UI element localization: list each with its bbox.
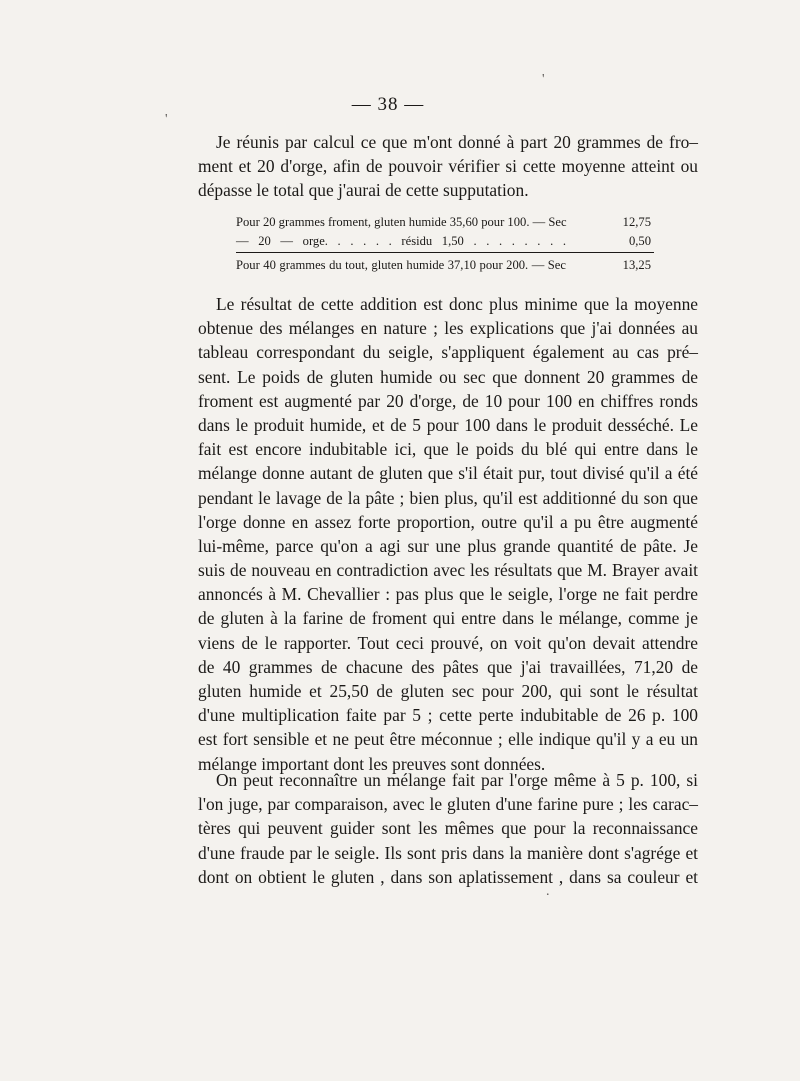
page-number: — 38 — [351, 94, 425, 115]
text-line: viens de le rapporter. Tout ceci prouvé, on voit qu'on devait attendre [198, 632, 698, 653]
body-paragraph-2 [198, 768, 698, 889]
text-line: gluten humide et 25,50 de gluten sec pour 200, qui sont le résultat [198, 681, 698, 701]
text-line: Je réunis par calcul ce que m'ont donné à part 20 grammes de fro– [216, 132, 698, 152]
text-line: pendant le lavage de la pâte ; bien plus, qu'il est additionné du son que [198, 487, 698, 508]
text-line: dont on obtient le gluten , dans son aplatissement , dans sa couleur et [198, 866, 698, 887]
table-row-label: Pour 20 grammes froment, gluten humide 35,60 pour 100. — Sec [236, 215, 567, 229]
page-speck: ' [165, 112, 168, 127]
body-paragraph-1 [198, 292, 698, 776]
intro-paragraph [198, 130, 698, 203]
text-line: fait est encore indubitable ici, que le poids du blé qui entre dans le [198, 439, 698, 460]
text-line: tères qui peuvent guider sont les mêmes que pour la reconnaissance [198, 818, 698, 839]
text-line: l'orge donne en assez forte proportion, outre qu'il a pu être augmenté [198, 511, 698, 532]
text-line: lui-même, parce qu'on a agi sur une plus grande quantité de pâte. Je [198, 535, 698, 556]
text-line: froment est augmenté par 20 d'orge, de 10 pour 100 en chiffres ronds [198, 390, 698, 411]
text-line: mélange important dont les preuves sont données. [198, 753, 546, 774]
text-line: suis de nouveau en contradiction avec les résultats que M. Brayer avait [198, 560, 698, 581]
page-speck: ' [542, 72, 545, 87]
text-line: tableau correspondant du seigle, s'appliquent également au cas pré– [198, 342, 698, 363]
page-speck: . [546, 884, 550, 899]
text-line: d'une fraude par le seigle. Ils sont pris dans la manière dont s'agrége et [198, 842, 698, 863]
text-line: mélange donne autant de gluten que s'il était pur, tout divisé qu'il a été [198, 463, 698, 484]
text-line: est fort sensible et ne peut être méconnue ; elle indique qu'il y a eu un [198, 729, 698, 750]
text-line: Le résultat de cette addition est donc plus minime que la moyenne [216, 294, 698, 314]
table-total-row [236, 256, 654, 275]
table-row [236, 213, 654, 232]
text-line: de gluten à la farine de froment qui entre dans le mélange, comme je [198, 608, 698, 629]
text-line: l'on juge, par comparaison, avec le gluten d'une farine pure ; les carac– [198, 794, 698, 815]
table-row-value: 0,50 [628, 234, 651, 248]
table-row [236, 232, 654, 253]
text-line: sent. Le poids de gluten humide ou sec que donnent 20 grammes de [198, 366, 698, 387]
table-row-value: 12,75 [622, 215, 651, 229]
text-line: d'une multiplication faite par 5 ; cette perte indubitable de 26 p. 100 [198, 705, 698, 726]
text-line: On peut reconnaître un mélange fait par l'orge même à 5 p. 100, si [216, 770, 698, 790]
text-line: ment et 20 d'orge, afin de pouvoir vérifier si cette moyenne atteint ou [198, 156, 698, 177]
gluten-table [236, 213, 654, 275]
text-line: dans le produit humide, et de 5 pour 100 dans le produit desséché. Le [198, 414, 698, 435]
text-line: annoncés à M. Chevallier : pas plus que le seigle, l'orge ne fait perdre [198, 584, 698, 605]
text-line: dépasse le total que j'aurai de cette supputation. [198, 180, 529, 201]
text-line: de 40 grammes de chacune des pâtes que j'ai travaillées, 71,20 de [198, 656, 698, 677]
text-line: obtenue des mélanges en nature ; les explications que j'ai données au [198, 318, 698, 339]
table-row-label: Pour 40 grammes du tout, gluten humide 37,10 pour 200. — Sec [236, 258, 566, 272]
table-row-label: — 20 — orge. . . . . . résidu 1,50 . . . . . . . . [236, 234, 566, 248]
table-row-value: 13,25 [622, 258, 651, 272]
